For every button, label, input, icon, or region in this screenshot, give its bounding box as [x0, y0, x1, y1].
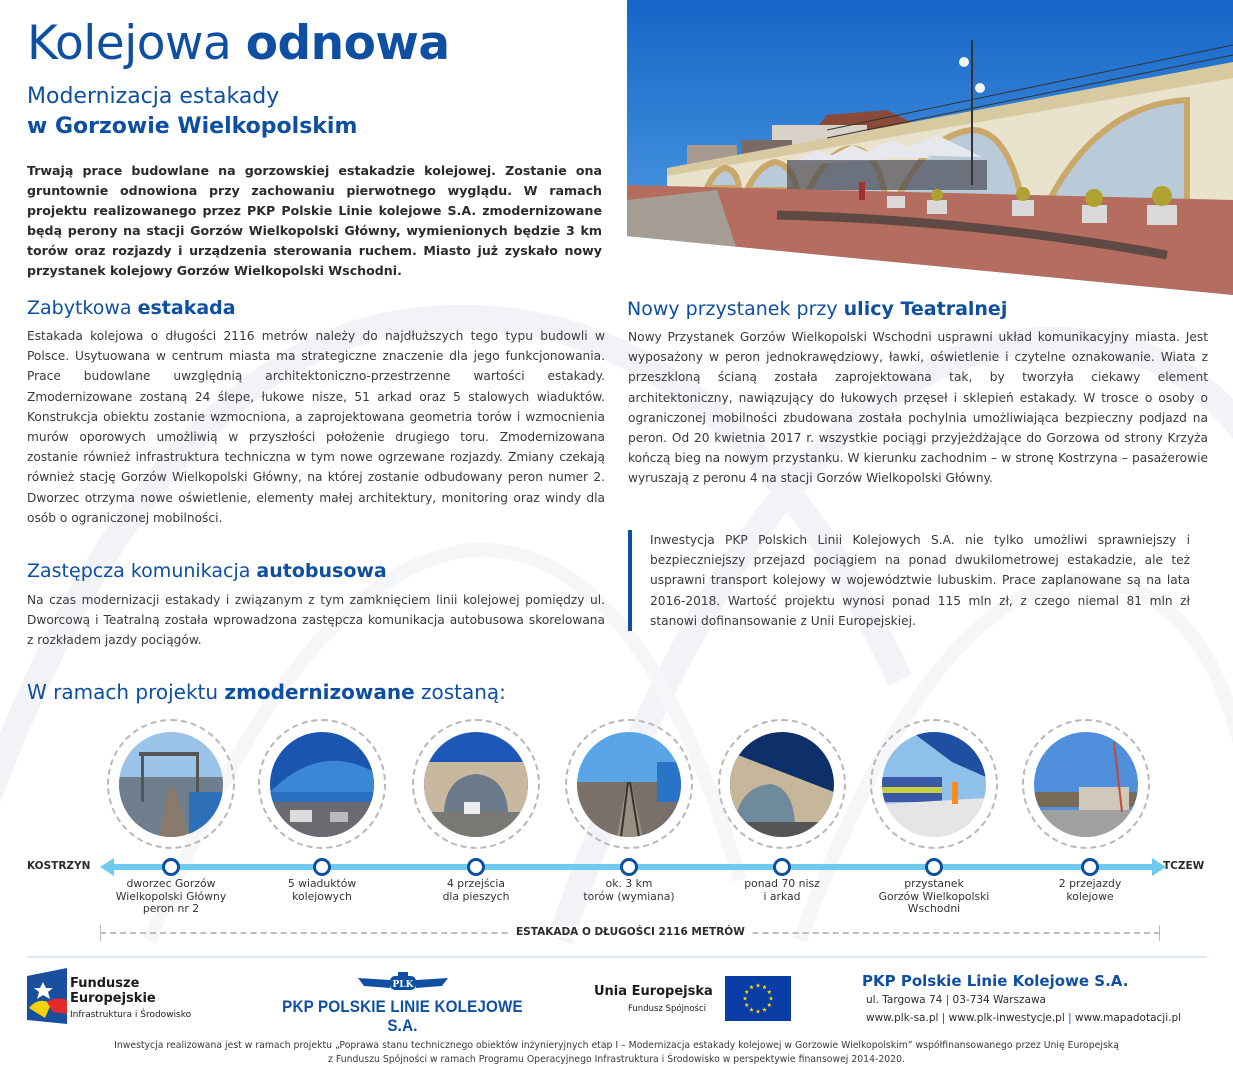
heading-zastepcza-komunikacja — [27, 560, 387, 582]
photo-nisze-arkady — [718, 719, 846, 849]
stop-line: Wschodni — [907, 902, 961, 915]
timeline-node — [620, 858, 638, 876]
timeline-stop-label — [247, 878, 397, 903]
plk-logo-name: PKP POLSKIE LINIE KOLEJOWE S.A. — [282, 998, 523, 1035]
stop-line: Gorzów Wielkopolski — [878, 889, 990, 903]
timeline-node — [467, 858, 485, 876]
title-bold: odnowa — [245, 16, 450, 71]
heading-regular: zostaną: — [414, 680, 506, 704]
heading-regular: Zastępcza komunikacja — [27, 560, 257, 582]
subtitle-line1: Modernizacja estakady — [27, 84, 280, 109]
website-link[interactable]: www.plk-sa.pl — [866, 1012, 939, 1024]
funding-disclaimer — [0, 1039, 1233, 1067]
separator: | — [1068, 1012, 1072, 1024]
photo-tory — [565, 719, 693, 849]
investment-quote: Inwestycja PKP Polskich Linii Kolejowych S.A. nie tylko umożliwi sprawniejszy i bezpieczniejszy przejazd pociągiem na ponad dwukilometrowej estakadzie, ale też usprawni transport kolejowy w województwie lubuskim. Prace zaplanowane są na lata 2016-2018. Wartość projektu wynosi ponad 115 mln zł, z czego niemal 81 mln zł stanowi dofinansowanie z Unii Europejskiej. — [628, 530, 1190, 631]
page-title — [27, 16, 450, 71]
ue-title: Unia Europejska — [594, 984, 713, 999]
disclaimer-line: Inwestycja realizowana jest w ramach projektu „Poprawa stanu technicznego obiektów inżynieryjnych etap I – Modernizacja estakady kolejowej w Gorzowie Wielkopolskim” współfinansowanego przez Unię Europejską — [114, 1040, 1119, 1051]
heading-regular: Zabytkowa — [27, 297, 138, 319]
heading-regular: Nowy przystanek przy — [627, 298, 844, 320]
span-tick-right — [1159, 925, 1160, 941]
timeline-node — [162, 858, 180, 876]
timeline-stop-label — [96, 878, 246, 916]
heading-zabytkowa-estakada — [27, 297, 236, 319]
address-city: 03-734 Warszawa — [952, 994, 1046, 1006]
paragraph-autobus: Na czas modernizacji estakady i związanym z tym zamknięciem linii kolejowej pomiędzy ul. Dworcową i Teatralną została wprowadzona zastępcza komunikacja autobusowa skorelowana z rozkładem jazdy pociągów. — [27, 593, 605, 648]
ue-subtitle: Fundusz Spójności — [628, 1004, 706, 1014]
stop-line: dla pieszych — [442, 889, 510, 903]
fe-title — [70, 976, 156, 1006]
stop-line: przystanek — [904, 877, 964, 890]
stop-line: torów (wymiana) — [583, 889, 675, 903]
stop-line: Wielkopolski Główny — [115, 889, 227, 903]
plk-logo — [270, 972, 535, 1036]
company-address — [866, 994, 1046, 1006]
title-regular: Kolejowa — [27, 16, 246, 71]
company-name: PKP Polskie Linie Kolejowe S.A. — [862, 972, 1129, 990]
heading-bold: zmodernizowane — [224, 680, 415, 704]
heading-bold: estakada — [137, 297, 236, 319]
timeline-node — [925, 858, 943, 876]
fe-title-line2: Europejskie — [70, 991, 156, 1006]
eu-flag-icon — [725, 976, 791, 1021]
subtitle-line2: w Gorzowie Wielkopolskim — [27, 114, 358, 139]
disclaimer-line: z Funduszu Spójności w ramach Programu Operacyjnego Infrastruktura i Środowisko w perspektywie finansowej 2014-2020. — [328, 1054, 905, 1065]
stop-line: dworzec Gorzów — [126, 877, 216, 890]
timeline-stop-label — [401, 878, 551, 903]
website-link[interactable]: www.plk-inwestycje.pl — [948, 1012, 1065, 1024]
stop-line: 2 przejazdy — [1058, 877, 1122, 890]
stop-line: 4 przejścia — [446, 877, 506, 890]
photo-przystanek — [870, 719, 998, 849]
website-link[interactable]: www.mapadotacji.pl — [1074, 1012, 1182, 1024]
photo-dworzec — [107, 719, 235, 849]
paragraph-estakada: Estakada kolejowa o długości 2116 metrów należy do najdłuższych tego typu budowli w Polsce. Usytuowana w centrum miasta ma strategiczne znaczenie dla jego funkcjonowania. Prace budowlane uwzględnią architektoniczno-przestrzenne wartości estakady. Zmodernizowane zostaną 24 ślepe, łukowe nisze, 51 arkad oraz 5 stalowych wiaduktów. Konstrukcja obiektu zostanie wzmocniona, a zaprojektowana geometria torów i wzmocnienia murów oporowych umożliwią w przyszłości położenie drugiego toru. Zmodernizowana zostanie również infrastruktura techniczna w tym nowe ogrzewane rozjazdy. Zmiany czekają również stację Gorzów Wielkopolski Główny, na której zostanie odbudowany peron numer 2. Dworzec otrzyma nowe oświetlenie, elementy małej architektury, monitoring oraz windy dla osób o ograniczonej mobilności. — [27, 329, 605, 525]
stop-line: kolejowych — [292, 889, 352, 903]
paragraph-przystanek: Nowy Przystanek Gorzów Wielkopolski Wschodni usprawni układ komunikacyjny miasta. Jest wyposażony w peron jednokrawędziowy, ławki, oświetlenie i czytelne oznakowanie. Wiata z przeszkloną ścianą została zaprojektowana tak, by tworzyła ciekawy element architektoniczny, nawiązujący do łukowych przęseł i sklepień estakady. W trosce o osoby o ograniczonej mobilności zbudowana została pochylnia umożliwiająca bezpieczny podjazd na peron. Od 20 kwietnia 2017 r. wszystkie pociągi przyjeżdżające do Gorzowa od strony Krzyża kończą bieg na nowym przystanku. W kierunku zachodnim – w stronę Kostrzyna – pasażerowie wyruszają z peronu 4 na stacji Gorzów Wielkopolski Główny. — [628, 330, 1208, 486]
hero-photo-estakada — [627, 0, 1233, 295]
timeline-stop-label — [859, 878, 1009, 916]
stop-line: peron nr 2 — [142, 902, 200, 915]
timeline-heading — [27, 680, 506, 704]
photo-wiadukty — [258, 719, 386, 849]
timeline-node — [1081, 858, 1099, 876]
timeline-stop-label — [554, 878, 704, 903]
heading-regular: W ramach projektu — [27, 680, 225, 704]
timeline-stop-label — [707, 878, 857, 903]
lead-paragraph: Trwają prace budowlane na gorzowskiej estakadzie kolejowej. Zostanie ona gruntownie odnowiona przy zachowaniu pierwotnego wyglądu. W ramach projektu realizowanego przez PKP Polskie Linie kolejowe S.A. zmodernizowane będą perony na stacji Gorzów Wielkopolski Główny, wymienionych będzie 3 km torów oraz rozjazdy i urządzenia sterowania ruchem. Miasto już zyskało nowy przystanek kolejowy Gorzów Wielkopolski Wschodni. — [27, 163, 602, 278]
stop-line: ok. 3 km — [605, 877, 653, 890]
plk-badge-text: PLK — [392, 980, 413, 990]
fe-title-line1: Fundusze — [70, 976, 140, 991]
timeline-end-label: TCZEW — [1163, 860, 1205, 872]
fundusze-europejskie-logo-icon — [27, 968, 67, 1024]
arrow-left-icon — [100, 858, 114, 876]
plk-winged-emblem-icon — [358, 972, 448, 994]
arrow-right-icon — [1152, 858, 1166, 876]
address-street: ul. Targowa 74 — [866, 994, 943, 1006]
span-label: ESTAKADA O DŁUGOŚCI 2116 METRÓW — [510, 926, 751, 938]
heading-bold: autobusowa — [256, 560, 387, 582]
stop-line: 5 wiaduktów — [287, 877, 357, 890]
timeline-stop-label — [1015, 878, 1165, 903]
stop-line: kolejowe — [1066, 889, 1114, 903]
separator: | — [945, 994, 950, 1006]
timeline-node — [313, 858, 331, 876]
photo-przejscia — [412, 719, 540, 849]
photo-przejazdy — [1022, 719, 1150, 849]
heading-nowy-przystanek — [627, 298, 1007, 320]
stop-line: i arkad — [763, 889, 801, 903]
footer-divider — [27, 956, 1207, 958]
heading-bold: ulicy Teatralnej — [843, 298, 1008, 320]
stop-line: ponad 70 nisz — [744, 877, 820, 890]
company-websites — [866, 1012, 1181, 1024]
timeline-node — [773, 858, 791, 876]
timeline-start-label: KOSTRZYN — [27, 860, 91, 872]
separator: | — [941, 1012, 946, 1024]
fe-subtitle: Infrastruktura i Środowisko — [70, 1010, 192, 1020]
